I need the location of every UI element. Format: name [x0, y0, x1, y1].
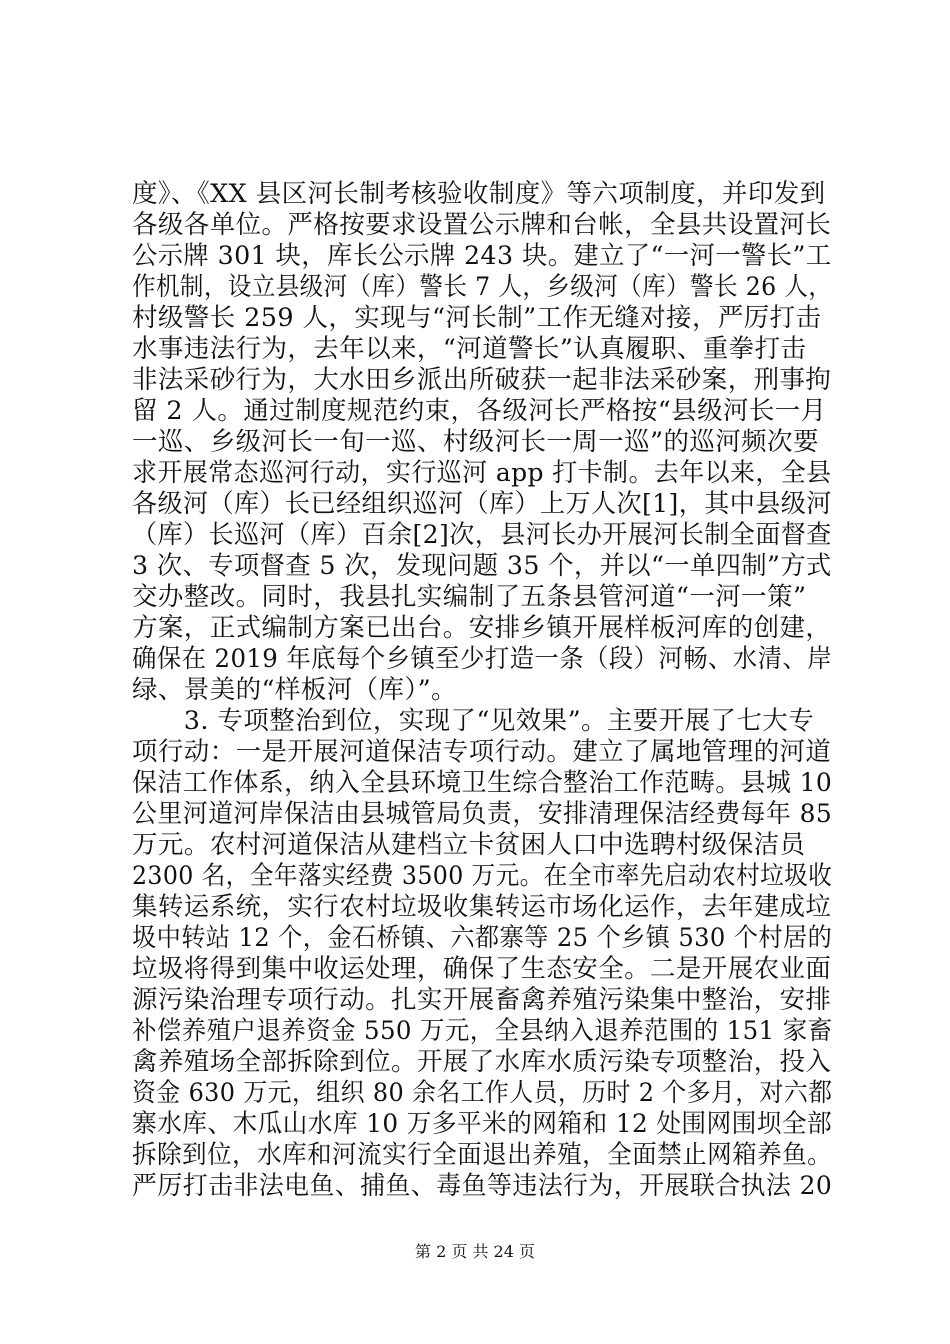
- text-line: 3 次、专项督查 5 次，发现问题 35 个，并以“一单四制”方式: [132, 551, 832, 581]
- text-line: 严厉打击非法电鱼、捕鱼、毒鱼等违法行为，开展联合执法 20: [132, 1171, 833, 1201]
- text-line: 补偿养殖户退养资金 550 万元，全县纳入退养范围的 151 家畜: [132, 1016, 833, 1046]
- text-line: 万元。农村河道保洁从建档立卡贫困人口中选聘村级保洁员: [132, 830, 806, 860]
- text-line: 方案，正式编制方案已出台。安排乡镇开展样板河库的创建，: [132, 613, 832, 643]
- page-footer: 第 2 页 共 24 页: [415, 1242, 535, 1261]
- text-line: 留 2 人。通过制度规范约束，各级河长严格按“县级河长一月: [132, 396, 827, 426]
- text-line: （库）长巡河（库）百余[2]次，县河长办开展河长制全面督查: [132, 520, 832, 550]
- text-line: 圾中转站 12 个，金石桥镇、六都寨等 25 个乡镇 530 个村居的: [132, 923, 833, 953]
- text-line: 作机制，设立县级河（库）警长 7 人，乡级河（库）警长 26 人，: [132, 272, 833, 302]
- text-line: 垃圾将得到集中收运处理，确保了生态安全。二是开展农业面: [132, 954, 832, 984]
- text-line: 3. 专项整治到位，实现了“见效果”。主要开展了七大专: [132, 706, 815, 736]
- text-line: 项行动：一是开展河道保洁专项行动。建立了属地管理的河道: [132, 737, 832, 767]
- text-line: 禽养殖场全部拆除到位。开展了水库水质污染专项整治，投入: [132, 1047, 832, 1077]
- text-line: 一巡、乡级河长一旬一巡、村级河长一周一巡”的巡河频次要: [132, 427, 819, 457]
- text-line: 资金 630 万元，组织 80 余名工作人员，历时 2 个多月，对六都: [132, 1078, 833, 1108]
- text-line: 度》、《XX 县区河长制考核验收制度》等六项制度，并印发到: [132, 179, 826, 209]
- text-line: 求开展常态巡河行动，实行巡河 app 打卡制。去年以来，全县: [132, 458, 832, 488]
- text-line: 各级各单位。严格按要求设置公示牌和台帐，全县共设置河长: [132, 210, 832, 240]
- text-line: 2300 名，全年落实经费 3500 万元。在全市率先启动农村垃圾收: [132, 861, 833, 891]
- text-line: 拆除到位，水库和河流实行全面退出养殖，全面禁止网箱养鱼。: [132, 1140, 833, 1170]
- text-line: 保洁工作体系，纳入全县环境卫生综合整治工作范畴。县城 10: [132, 768, 833, 798]
- text-line: 交办整改。同时，我县扎实编制了五条县管河道“一河一策”: [132, 582, 807, 612]
- text-line: 水事违法行为，去年以来，“河道警长”认真履职、重拳打击: [132, 334, 807, 364]
- text-line: 村级警长 259 人，实现与“河长制”工作无缝对接，严厉打击: [132, 303, 822, 333]
- text-line: 公示牌 301 块，库长公示牌 243 块。建立了“一河一警长”工: [132, 241, 832, 271]
- text-line: 寨水库、木瓜山水库 10 万多平米的网箱和 12 处围网围坝全部: [132, 1109, 833, 1139]
- text-line: 各级河（库）长已经组织巡河（库）上万人次[1]，其中县级河: [132, 489, 832, 519]
- text-line: 集转运系统，实行农村垃圾收集转运市场化运作，去年建成垃: [132, 892, 832, 922]
- text-line: 源污染治理专项行动。扎实开展畜禽养殖污染集中整治，安排: [132, 985, 832, 1015]
- text-line: 绿、景美的“样板河（库）”。: [132, 675, 457, 705]
- text-line: 公里河道河岸保洁由县城管局负责，安排清理保洁经费每年 85: [132, 799, 833, 829]
- text-line: 非法采砂行为，大水田乡派出所破获一起非法采砂案，刑事拘: [132, 365, 832, 395]
- text-line: 确保在 2019 年底每个乡镇至少打造一条（段）河畅、水清、岸: [132, 644, 833, 674]
